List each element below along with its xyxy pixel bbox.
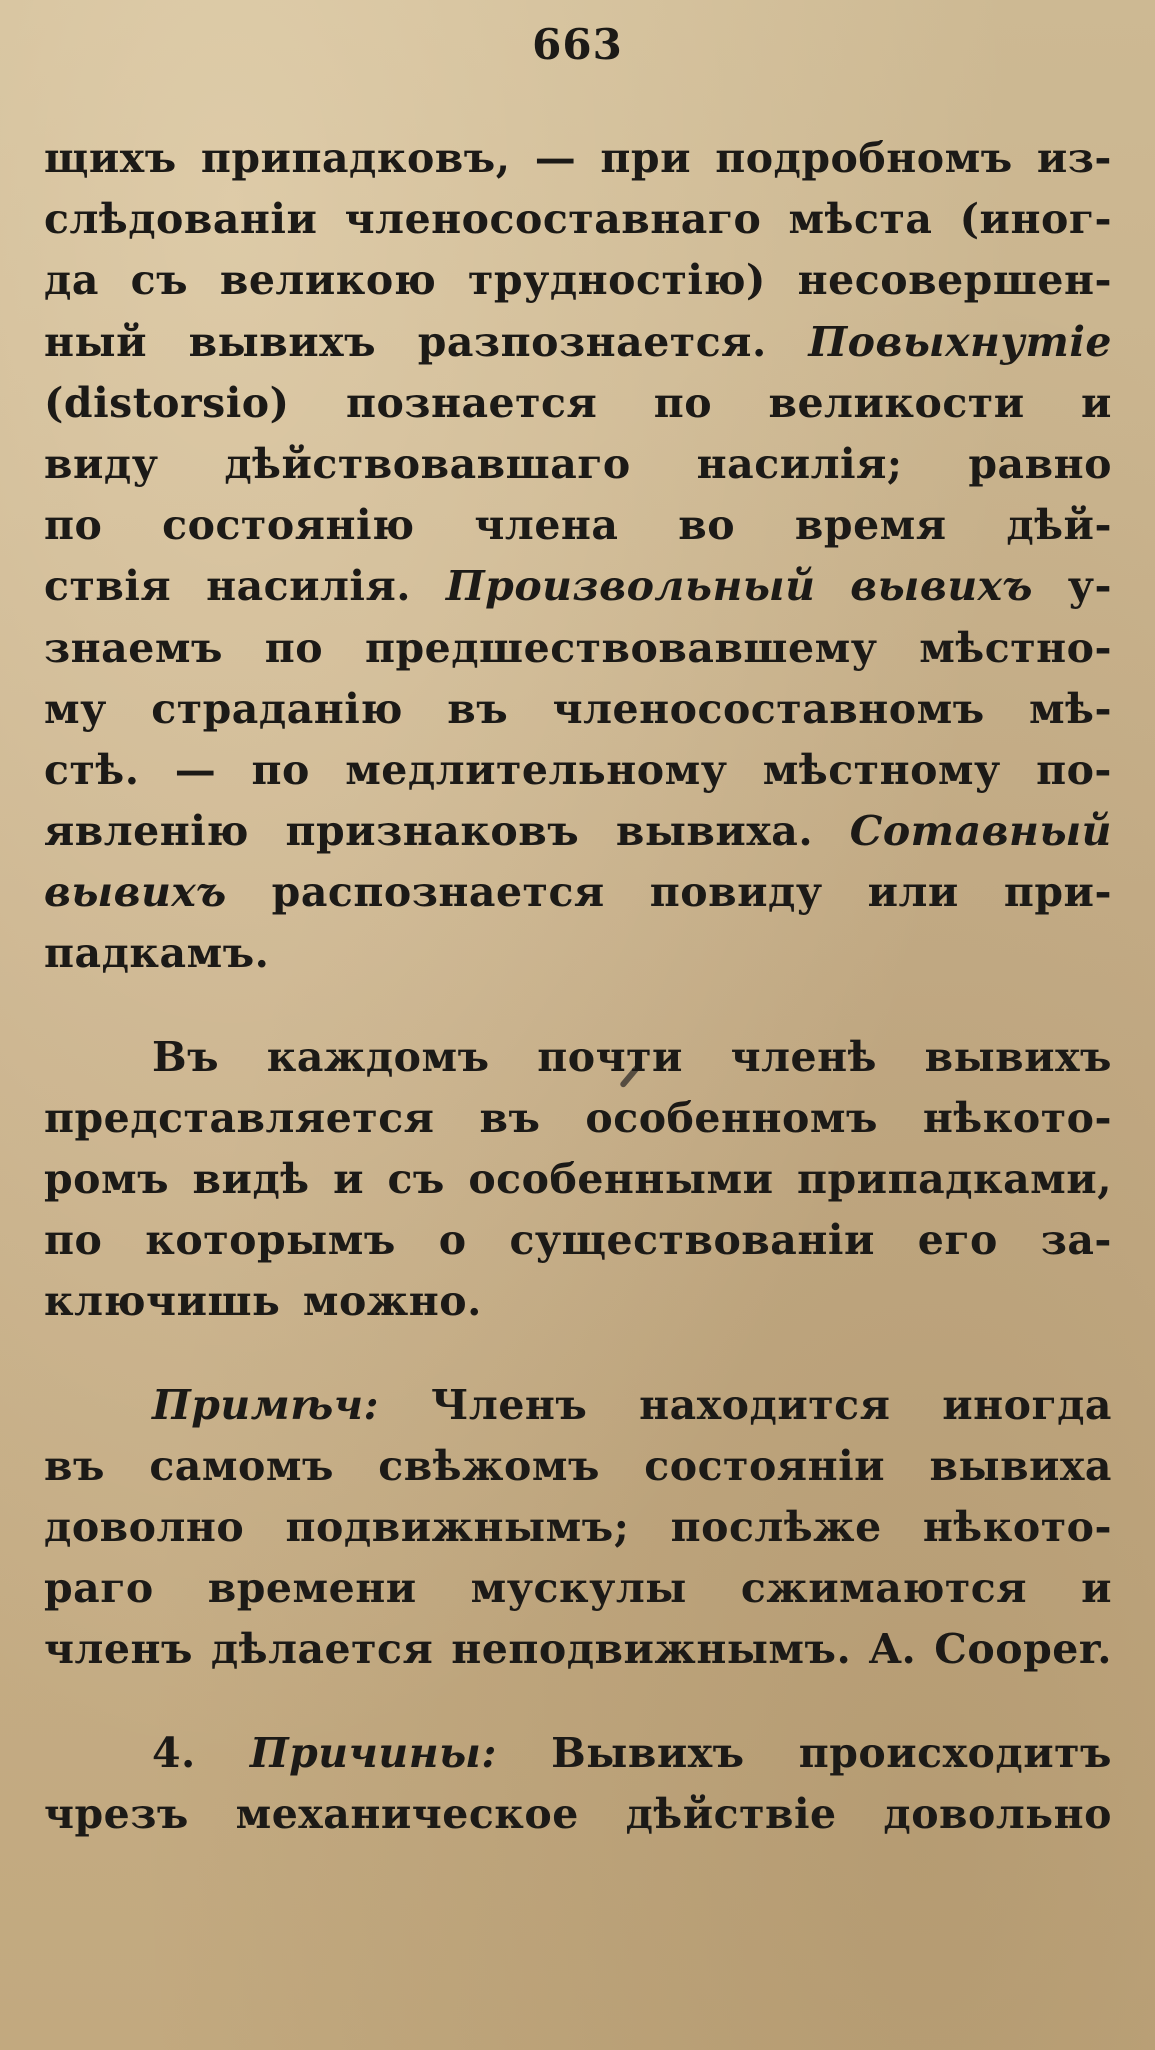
word: особенномъ bbox=[585, 1093, 878, 1142]
text-line-12 bbox=[44, 801, 1112, 862]
word: Cooper. bbox=[934, 1625, 1112, 1674]
word: мускулы bbox=[470, 1564, 687, 1613]
word: великою bbox=[219, 256, 437, 305]
word: вывихъ bbox=[924, 1032, 1112, 1081]
text-line-26 bbox=[44, 1784, 1112, 1845]
word: раго bbox=[44, 1564, 154, 1613]
text-line-23 bbox=[44, 1558, 1112, 1619]
text-line-4 bbox=[44, 312, 1112, 373]
text-line-20 bbox=[44, 1375, 1112, 1436]
word: послѣже bbox=[670, 1502, 882, 1551]
word: за- bbox=[1040, 1216, 1112, 1265]
word: въ bbox=[44, 1441, 105, 1490]
word: каждомъ bbox=[266, 1032, 490, 1081]
word: находится bbox=[639, 1380, 891, 1429]
word: по bbox=[264, 623, 324, 672]
text-line-13 bbox=[44, 862, 1112, 923]
word: дѣйствовавшаго bbox=[224, 439, 631, 488]
word: виду bbox=[44, 439, 159, 488]
text-line-22 bbox=[44, 1497, 1112, 1558]
word: почти bbox=[537, 1032, 683, 1081]
word: предшествовавшему bbox=[364, 623, 878, 672]
word: распознается bbox=[271, 868, 605, 917]
word: дѣй- bbox=[1006, 501, 1112, 550]
word: при- bbox=[1003, 868, 1112, 917]
word: щихъ bbox=[44, 134, 177, 182]
text-line-3 bbox=[44, 250, 1112, 311]
word: во bbox=[678, 501, 736, 550]
text-line-24 bbox=[44, 1619, 1112, 1680]
word: знаемъ bbox=[44, 623, 223, 672]
word: явленію bbox=[44, 807, 249, 856]
word: механическое bbox=[235, 1789, 579, 1838]
word: трудностію) bbox=[468, 256, 766, 305]
word: и bbox=[333, 1155, 364, 1203]
word: нѣкото- bbox=[922, 1502, 1112, 1551]
word: члена bbox=[474, 501, 619, 550]
word: повиду bbox=[649, 868, 823, 917]
text-line-7 bbox=[44, 495, 1112, 556]
word: по bbox=[251, 745, 310, 794]
word: неподвижнымъ. bbox=[451, 1625, 852, 1674]
word: мѣста bbox=[788, 195, 933, 244]
word: вывихъ bbox=[188, 317, 377, 366]
word: Примѣч: bbox=[152, 1380, 380, 1429]
word: по bbox=[653, 378, 713, 427]
word: особенными bbox=[468, 1155, 774, 1203]
word: его bbox=[917, 1216, 998, 1265]
word: мѣстному bbox=[762, 745, 1001, 794]
word: ромъ bbox=[44, 1155, 170, 1203]
word: по bbox=[44, 1216, 103, 1265]
word: съ bbox=[130, 256, 189, 305]
word: припадками, bbox=[797, 1155, 1112, 1203]
word: ный bbox=[44, 317, 148, 366]
text-line-17 bbox=[44, 1149, 1112, 1210]
text-line-5 bbox=[44, 373, 1112, 434]
word: Повыхнутіе bbox=[808, 317, 1112, 366]
word: падкамъ. bbox=[44, 929, 270, 978]
word: членосоставномъ bbox=[552, 684, 985, 733]
text-line-16 bbox=[44, 1088, 1112, 1149]
word: насилія; bbox=[696, 439, 903, 488]
word: му bbox=[44, 684, 107, 733]
word: медлительному bbox=[345, 745, 728, 794]
word: несовершен- bbox=[797, 256, 1112, 305]
word: самомъ bbox=[149, 1441, 334, 1490]
text-line-14 bbox=[44, 923, 1112, 984]
text-line-8 bbox=[44, 556, 1112, 617]
word: сжимаются bbox=[740, 1564, 1028, 1613]
word: въ bbox=[479, 1093, 541, 1142]
word: о bbox=[438, 1216, 467, 1265]
text-line-19 bbox=[44, 1271, 1112, 1332]
body-text bbox=[44, 128, 1112, 1845]
word: состоянію bbox=[162, 501, 415, 550]
word: Вывихъ bbox=[551, 1728, 745, 1777]
word: A. bbox=[869, 1625, 917, 1674]
word: которымъ bbox=[145, 1216, 396, 1265]
text-line-11 bbox=[44, 740, 1112, 801]
word: из- bbox=[1036, 134, 1112, 182]
word: свѣжомъ bbox=[378, 1441, 600, 1490]
word: равно bbox=[968, 439, 1112, 488]
word: съ bbox=[387, 1155, 445, 1203]
word: состояніи bbox=[644, 1441, 886, 1490]
word: разпознается. bbox=[417, 317, 767, 366]
text-line-15 bbox=[44, 1027, 1112, 1088]
word: въ bbox=[447, 684, 509, 733]
word: подробномъ bbox=[715, 134, 1013, 182]
word: при bbox=[600, 134, 691, 182]
word: Въ bbox=[152, 1032, 220, 1081]
word: нѣкото- bbox=[922, 1093, 1112, 1142]
word: членосоставнаго bbox=[344, 195, 762, 244]
word: времени bbox=[207, 1564, 417, 1613]
word: вывиха bbox=[929, 1441, 1112, 1490]
word: — bbox=[174, 745, 217, 794]
word: Членъ bbox=[430, 1380, 588, 1429]
word: членѣ bbox=[730, 1032, 877, 1081]
word: — bbox=[534, 134, 577, 182]
word: чрезъ bbox=[44, 1789, 189, 1838]
word: да bbox=[44, 256, 99, 305]
text-line-18 bbox=[44, 1210, 1112, 1271]
word: ключишь bbox=[44, 1277, 281, 1326]
word: великости bbox=[768, 378, 1025, 427]
word: 4. bbox=[152, 1728, 196, 1777]
word: довольно bbox=[883, 1789, 1112, 1838]
word: (иног- bbox=[959, 195, 1112, 244]
text-line-25 bbox=[44, 1723, 1112, 1784]
word: членъ bbox=[44, 1625, 193, 1674]
word: видѣ bbox=[192, 1155, 310, 1203]
word: дѣйствіе bbox=[625, 1789, 837, 1838]
word: стѣ. bbox=[44, 745, 140, 794]
word: подвижнымъ; bbox=[285, 1502, 630, 1551]
text-line-1 bbox=[44, 128, 1112, 189]
word: время bbox=[794, 501, 947, 550]
page-number: 663 bbox=[532, 20, 623, 69]
word: по bbox=[44, 501, 103, 550]
text-line-2 bbox=[44, 189, 1112, 250]
word: доволно bbox=[44, 1502, 245, 1551]
text-line-9 bbox=[44, 618, 1112, 679]
word: Причины: bbox=[249, 1728, 497, 1777]
word: мѣ- bbox=[1029, 684, 1112, 733]
word: познается bbox=[345, 378, 598, 427]
word: по- bbox=[1036, 745, 1112, 794]
text-line-6 bbox=[44, 434, 1112, 495]
word: признаковъ bbox=[285, 807, 580, 856]
word: страданію bbox=[151, 684, 403, 733]
word: или bbox=[867, 868, 959, 917]
word: ствія bbox=[44, 562, 172, 611]
word: припадковъ, bbox=[200, 134, 511, 182]
text-line-10 bbox=[44, 679, 1112, 740]
word: иногда bbox=[942, 1380, 1112, 1429]
word: Сотавный bbox=[849, 807, 1112, 856]
word: происходитъ bbox=[798, 1728, 1112, 1777]
word: Произвольный bbox=[445, 562, 816, 611]
word: мѣстно- bbox=[919, 623, 1112, 672]
word: дѣлается bbox=[210, 1625, 434, 1674]
word: вывихъ bbox=[44, 868, 227, 917]
word: можно. bbox=[302, 1277, 482, 1326]
word: и bbox=[1081, 378, 1112, 427]
word: насилія. bbox=[206, 562, 412, 611]
text-line-21 bbox=[44, 1436, 1112, 1497]
word: существованіи bbox=[509, 1216, 875, 1265]
word: представляется bbox=[44, 1093, 435, 1142]
word: вывихъ bbox=[850, 562, 1033, 611]
word: вывиха. bbox=[615, 807, 814, 856]
word: слѣдованіи bbox=[44, 195, 318, 244]
word: у- bbox=[1067, 562, 1112, 611]
word: и bbox=[1081, 1564, 1112, 1613]
word: (distorsio) bbox=[44, 378, 290, 427]
